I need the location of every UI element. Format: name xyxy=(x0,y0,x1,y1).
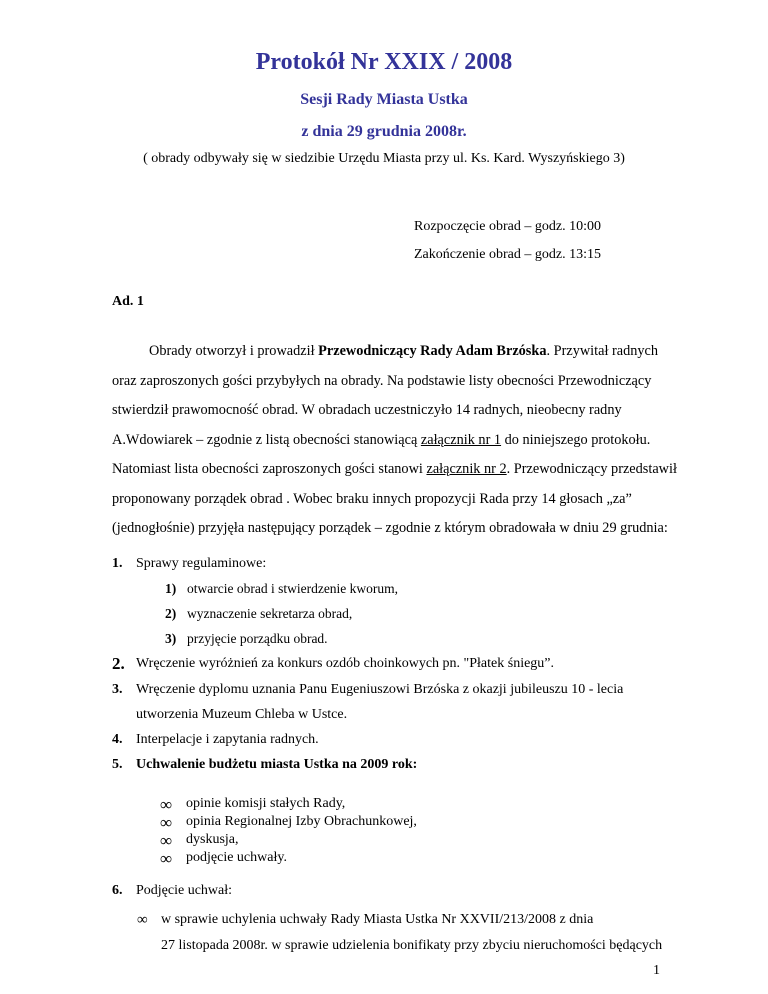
paragraph-line: (jednogłośnie) przyjęła następujący porządek – zgodnie z którym obradowała w dniu 29 grudnia: xyxy=(112,520,668,536)
subitem-text: wyznaczenie sekretarza obrad, xyxy=(187,606,353,621)
agenda-item-number: 2. xyxy=(112,654,125,673)
resolution-text-continued: 27 listopada 2008r. w sprawie udzielenia bonifikaty przy zbyciu nieruchomości będących xyxy=(161,938,663,953)
paragraph-text: . Przewodniczący przedstawił xyxy=(506,461,677,477)
paragraph-line: proponowany porządek obrad . Wobec braku innych propozycji Rada przy 14 głosach „za” xyxy=(112,491,632,507)
resolution-text: w sprawie uchylenia uchwały Rady Miasta Ustka Nr XXVII/213/2008 z dnia xyxy=(161,912,594,927)
agenda-item-text: Podjęcie uchwał: xyxy=(136,883,233,898)
bullet-text: opinia Regionalnej Izby Obrachunkowej, xyxy=(186,814,417,829)
agenda-item-text: Interpelacje i zapytania radnych. xyxy=(136,732,319,747)
venue-note: ( obrady odbywały się w siedzibie Urzędu Miasta przy ul. Ks. Kard. Wyszyńskiego 3) xyxy=(143,151,625,166)
agenda-item-text: Sprawy regulaminowe: xyxy=(136,556,267,571)
bullet-text: opinie komisji stałych Rady, xyxy=(186,796,346,811)
session-subtitle: Sesji Rady Miasta Ustka xyxy=(300,91,468,108)
infinity-bullet-icon: ∞ xyxy=(137,912,148,928)
chairman-name: Przewodniczący Rady Adam Brzóska xyxy=(318,343,547,359)
subitem-number: 3) xyxy=(165,631,177,646)
agenda-item-number: 5. xyxy=(112,757,123,772)
paragraph-text: Natomiast lista obecności zaproszonych gości stanowi xyxy=(112,461,427,477)
start-time: Rozpoczęcie obrad – godz. 10:00 xyxy=(414,219,601,234)
infinity-bullet-icon: ∞ xyxy=(160,849,173,868)
agenda-item-number: 3. xyxy=(112,682,123,697)
subitem-text: otwarcie obrad i stwierdzenie kworum, xyxy=(187,581,399,596)
agenda-item-text: Wręczenie wyróżnień za konkurs ozdób choinkowych pn. "Płatek śniegu”. xyxy=(136,656,555,671)
paragraph-line xyxy=(149,343,658,360)
protocol-title: Protokół Nr XXIX / 2008 xyxy=(255,49,513,75)
end-time: Zakończenie obrad – godz. 13:15 xyxy=(414,247,601,262)
infinity-bullet-icon: ∞ xyxy=(160,831,173,850)
paragraph-text: A.Wdowiarek – zgodnie z listą obecności stanowiącą xyxy=(112,432,421,448)
paragraph-text: . Przywitał radnych xyxy=(546,343,659,359)
infinity-bullet-icon: ∞ xyxy=(160,795,173,814)
agenda-item-text: Uchwalenie budżetu miasta Ustka na 2009 rok: xyxy=(136,757,418,772)
attachment-1-link[interactable]: załącznik nr 1 xyxy=(420,432,502,448)
paragraph-text: do niniejszego protokołu. xyxy=(501,432,651,448)
subitem-number: 2) xyxy=(165,606,177,621)
infinity-bullet-icon: ∞ xyxy=(160,813,173,832)
agenda-item-number: 6. xyxy=(112,883,123,898)
agenda-item-number: 1. xyxy=(112,556,123,571)
agenda-item-number: 4. xyxy=(112,732,123,747)
agenda-item-text-continued: utworzenia Muzeum Chleba w Ustce. xyxy=(136,707,348,722)
section-heading: Ad. 1 xyxy=(112,294,144,309)
bullet-text: podjęcie uchwały. xyxy=(186,850,287,865)
paragraph-text: Obrady otworzył i prowadził xyxy=(149,343,319,359)
paragraph-line xyxy=(112,432,650,449)
bullet-text: dyskusja, xyxy=(186,832,239,847)
paragraph-line xyxy=(112,461,677,478)
attachment-2-link[interactable]: załącznik nr 2 xyxy=(426,461,507,477)
paragraph-line: stwierdził prawomocność obrad. W obradach uczestniczyło 14 radnych, nieobecny radny xyxy=(112,402,622,418)
page-number: 1 xyxy=(653,963,660,978)
agenda-item-text: Wręczenie dyplomu uznania Panu Eugeniuszowi Brzóska z okazji jubileuszu 10 - lecia xyxy=(136,682,624,697)
subitem-text: przyjęcie porządku obrad. xyxy=(187,631,328,646)
session-date: z dnia 29 grudnia 2008r. xyxy=(301,123,467,140)
paragraph-line: oraz zaproszonych gości przybyłych na obrady. Na podstawie listy obecności Przewodniczący xyxy=(112,373,652,389)
subitem-number: 1) xyxy=(165,581,177,596)
